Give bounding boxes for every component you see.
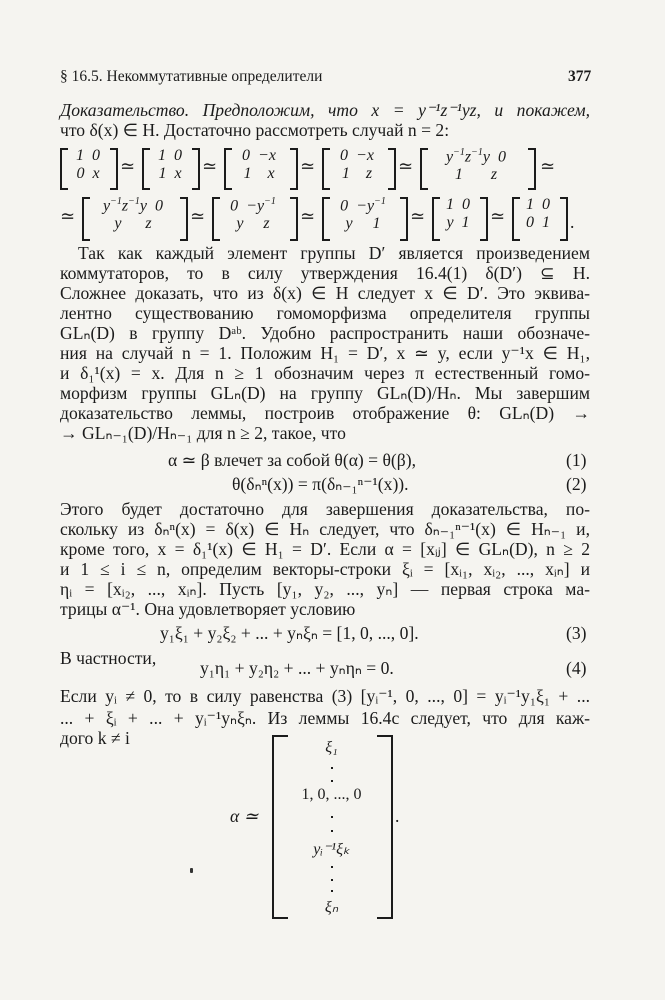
- text-line: скольку из δₙⁿ(x) = δ(x) ∈ Hₙ следует, что δₙ₋₁ⁿ⁻¹(x) ∈ Hₙ₋₁ и,: [60, 519, 590, 539]
- equation-number: (1): [566, 450, 587, 470]
- matrix-row: ξₙ: [324, 899, 339, 916]
- matrix-row: 1, 0, ..., 0: [301, 786, 362, 803]
- equation-number: (2): [566, 474, 587, 494]
- text-line: доказательство леммы, построив отображение θ: GLₙ(D) →: [60, 403, 590, 423]
- equation-3: y₁ξ₁ + y₂ξ₂ + ... + yₙξₙ = [1, 0, ..., 0].: [160, 623, 419, 643]
- text-line: морфизм группы GLₙ(D) на группу GLₙ(D)/Hₙ. Мы завершим: [60, 383, 590, 403]
- section-header: § 16.5. Некоммутативные определители: [60, 68, 323, 85]
- text-line: В частности,: [60, 648, 157, 668]
- text-line: Если yᵢ ≠ 0, то в силу равенства (3) [yᵢ⁻¹, 0, ..., 0] = yᵢ⁻¹y₁ξ₁ + ...: [60, 686, 590, 706]
- text-line: ния на случай n = 1. Положим H₁ = D′, x ≃ y, если y⁻¹x ∈ H₁,: [60, 343, 590, 363]
- text-line: трицы α⁻¹. Она удовлетворяет условию: [60, 599, 356, 619]
- text-line: дого k ≠ i: [60, 728, 130, 748]
- matrix-row: yᵢ⁻¹ξₖ: [313, 841, 350, 858]
- text-line: Этого будет достаточно для завершения доказательства, по-: [60, 499, 590, 519]
- matrix-row: ξ₁: [325, 739, 338, 756]
- text-line: ηᵢ = [xᵢ₂, ..., xᵢₙ]. Пусть [y₁, y₂, ..., yₙ] — первая строка ма-: [60, 579, 590, 599]
- matrix-lhs: α ≃: [230, 806, 259, 826]
- print-speck: [190, 868, 193, 873]
- text-line: коммутаторов, то в силу утверждения 16.4(1) δ(D′) ⊆ H.: [60, 263, 590, 283]
- equation-2: θ(δₙⁿ(x)) = π(δₙ₋₁ⁿ⁻¹(x)).: [232, 474, 409, 494]
- page-number: 377: [568, 68, 592, 85]
- left-bracket: [60, 148, 68, 190]
- text-line: Доказательство. Предположим, что x = y⁻¹z⁻¹yz, и покажем,: [60, 100, 590, 120]
- text-line: что δ(x) ∈ H. Достаточно рассмотреть случай n = 2:: [60, 120, 450, 140]
- text-line: → GLₙ₋₁(D)/Hₙ₋₁ для n ≥ 2, такое, что: [60, 423, 346, 443]
- text-line: GLₙ(D) в группу Dᵃᵇ. Удобно распространить наши обозначе-: [60, 323, 590, 343]
- equation-1: α ≃ β влечет за собой θ(α) = θ(β),: [168, 450, 416, 470]
- equation-number: (3): [566, 623, 587, 643]
- equation-number: (4): [566, 658, 587, 678]
- text-line: Так как каждый элемент группы D′ является произведением: [78, 243, 590, 263]
- equation-4: y₁η₁ + y₂η₂ + ... + yₙηₙ = 0.: [200, 658, 394, 678]
- right-bracket: [377, 735, 393, 919]
- text-line: кроме того, x = δ₁¹(x) ∈ H₁ = D′. Если α = [xᵢⱼ] ∈ GLₙ(D), n ≥ 2: [60, 539, 590, 559]
- text-line: и δ₁¹(x) = x. Для n ≥ 1 обозначим через π естественный гомо-: [60, 363, 590, 383]
- right-bracket: [110, 148, 118, 190]
- text-line: Сложнее доказать, что из δ(x) ∈ H следует x ∈ D′. Это эквива-: [60, 283, 590, 303]
- text-line: ... + ξᵢ + ... + yᵢ⁻¹yₙξₙ. Из леммы 16.4c следует, что для каж-: [60, 708, 590, 728]
- text-line: и 1 ≤ i ≤ n, определим векторы-строки ξᵢ = [xᵢ₁, xᵢ₂, ..., xᵢₙ] и: [60, 559, 590, 579]
- text-line: лентно существованию гомоморфизма определителя группы: [60, 303, 590, 323]
- matrix-trailing-period: .: [395, 806, 400, 826]
- left-bracket: [272, 735, 288, 919]
